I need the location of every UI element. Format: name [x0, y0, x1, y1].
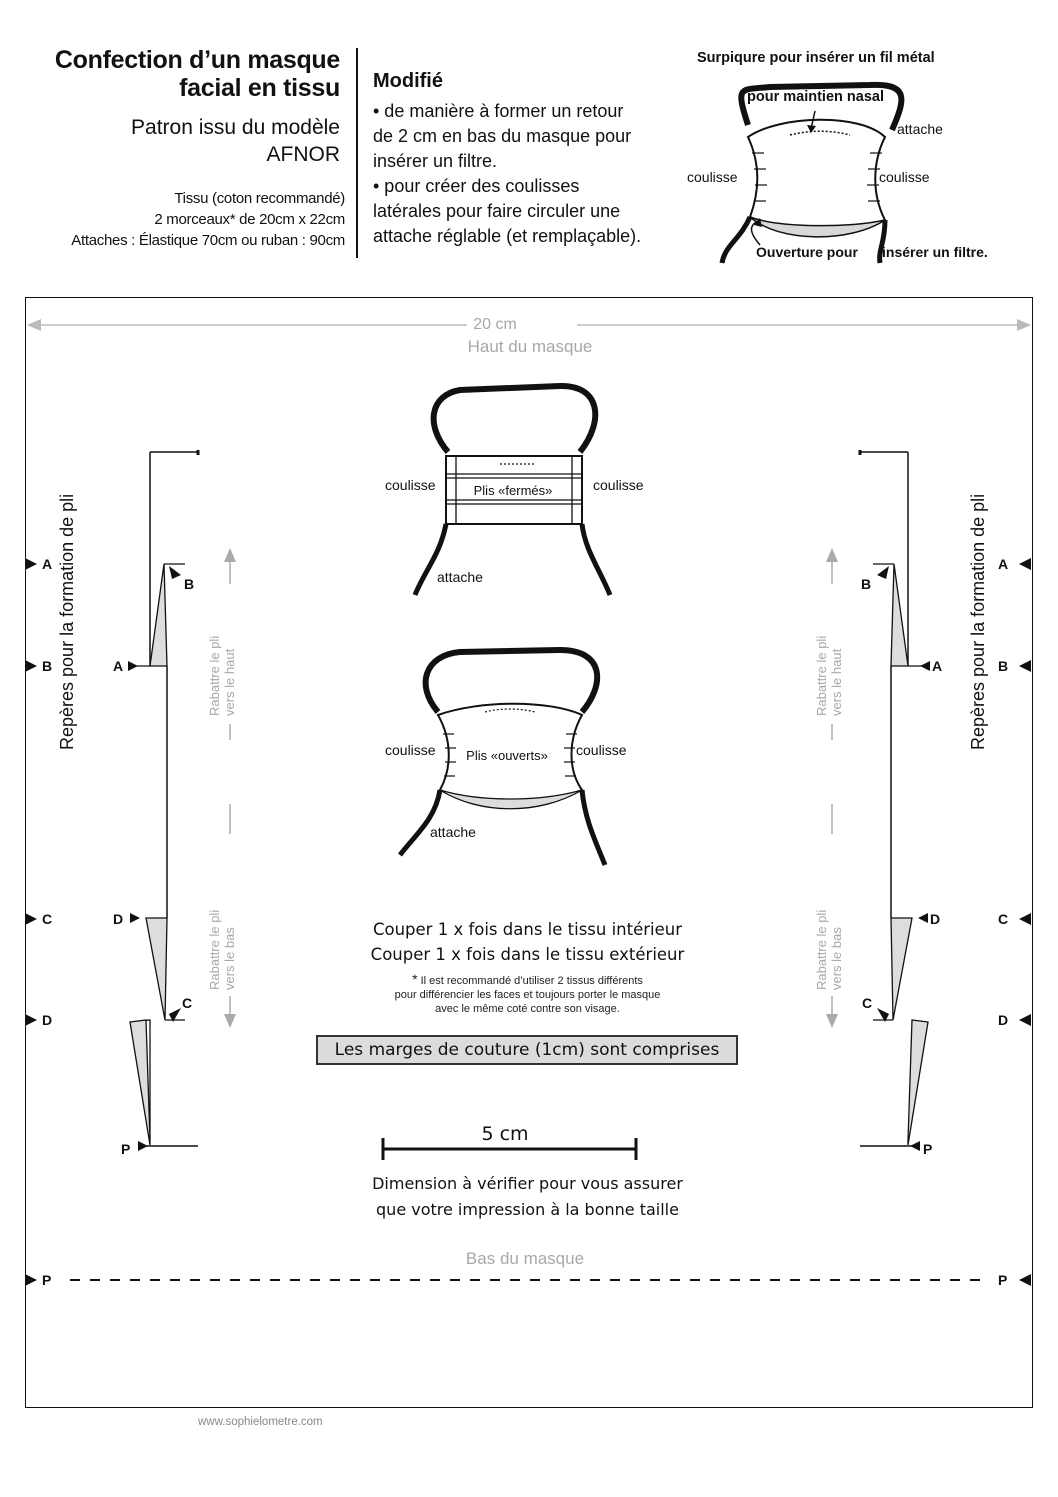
pleat-mark-a-left: A: [113, 658, 124, 674]
closed-attache-label: attache: [437, 569, 483, 585]
fold-up-text-right: [814, 606, 844, 716]
cut-instructions: [300, 917, 755, 967]
modified-line: • pour créer des coulisses: [373, 176, 580, 196]
note-line-1-text: Il est recommandé d’utiliser 2 tissus différents: [420, 975, 643, 987]
website-footer: www.sophielometre.com: [198, 1416, 323, 1428]
left-tie: [722, 217, 750, 263]
modified-line: insérer un filtre.: [373, 151, 498, 171]
modified-mask-diagram: [680, 45, 1050, 275]
info-fabric: Tissu (coton recommandé): [174, 190, 345, 207]
pleat-mark-p-left: P: [121, 1141, 131, 1157]
seam-allowance-banner: Les marges de couture (1cm) sont comprises: [316, 1035, 738, 1065]
fold-up-text-left: [207, 606, 237, 716]
modified-text: [373, 99, 673, 249]
fold-down-line-1: Rabattre le pli: [207, 909, 222, 990]
note-line-2: pour différencier les faces et toujours porter le masque: [394, 989, 661, 1001]
pleat-diagram-right: [848, 440, 948, 1160]
scale-label: 5 cm: [481, 1123, 529, 1145]
subtitle-line-2: AFNOR: [266, 143, 340, 166]
attache-label: attache: [897, 121, 943, 137]
cut-inner: Couper 1 x fois dans le tissu intérieur: [372, 920, 683, 939]
size-check-line-2: que votre impression à la bonne taille: [376, 1200, 679, 1219]
fold-down-text-right: [814, 880, 844, 990]
pleat-marks-label-left: Repères pour la formation de pli: [57, 493, 77, 750]
pleat-mark-c-right: C: [862, 995, 873, 1011]
edge-mark-c-left: C: [42, 911, 53, 927]
wire-stitch-title: Surpiqure pour insérer un fil métal: [697, 50, 935, 66]
edge-mark-d-right: D: [998, 1012, 1009, 1028]
pleat-mark-b-left: B: [184, 576, 195, 592]
size-check-text: [300, 1171, 755, 1223]
cut-outer: Couper 1 x fois dans le tissu extérieur: [370, 945, 685, 964]
pleat-diagram-left: [110, 440, 210, 1160]
edge-mark-a-right: A: [998, 556, 1009, 572]
pleat-marks-label-right: Repères pour la formation de pli: [968, 493, 988, 750]
pleat-mark-c-left: C: [182, 995, 193, 1011]
fabric-note: [330, 972, 725, 1016]
pleat-mark-d-left: D: [113, 911, 124, 927]
title-line-1: Confection d’un masque: [54, 46, 340, 74]
opening-label: Ouverture pour: [756, 244, 858, 260]
modified-line: de 2 cm en bas du masque pour: [373, 126, 632, 146]
closed-pleats-label: Plis «fermés»: [473, 483, 553, 498]
pleat-mark-b-right: B: [861, 576, 872, 592]
coulisse-label-left: coulisse: [687, 169, 738, 185]
nasal-label: pour maintien nasal: [747, 89, 884, 105]
closed-coulisse-left: coulisse: [385, 477, 436, 493]
fold-up-line-2: vers le haut: [829, 648, 844, 716]
edge-mark-b-left: B: [42, 658, 53, 674]
note-line-1: [330, 972, 725, 988]
subtitle-line-1: Patron issu du modèle: [131, 116, 340, 139]
header-divider: [356, 48, 358, 258]
mask-body: [748, 120, 885, 230]
edge-mark-c-right: C: [998, 911, 1009, 927]
info-pieces: 2 morceaux* de 20cm x 22cm: [154, 211, 345, 228]
info-ties: Attaches : Élastique 70cm ou ruban : 90cm: [71, 232, 345, 249]
fold-down-line-2: vers le bas: [829, 927, 844, 990]
fold-down-line-1: Rabattre le pli: [814, 909, 829, 990]
title-line-2: facial en tissu: [179, 74, 340, 102]
edge-mark-p-left: P: [42, 1272, 52, 1288]
open-pleats-label: Plis «ouverts»: [466, 748, 548, 763]
closed-coulisse-right: coulisse: [593, 477, 644, 493]
subtitle: [10, 114, 340, 168]
pleat-mark-p-right: P: [923, 1141, 933, 1157]
pleat-mark-d-right: D: [930, 911, 941, 927]
modified-line: latérales pour faire circuler une: [373, 201, 621, 221]
open-coulisse-left: coulisse: [385, 742, 436, 758]
edge-mark-b-right: B: [998, 658, 1009, 674]
fabric-info: [5, 188, 345, 251]
top-of-mask-label: Haut du masque: [467, 337, 593, 356]
fold-down-text-left: [207, 880, 237, 990]
width-label: 20 cm: [473, 316, 517, 333]
bottom-fold-line: [70, 1272, 990, 1288]
open-coulisse-right: coulisse: [576, 742, 627, 758]
open-attache-label: attache: [430, 824, 476, 840]
fold-up-line-2: vers le haut: [222, 648, 237, 716]
pleat-mark-a-right: A: [932, 658, 943, 674]
coulisse-label-right: coulisse: [879, 169, 930, 185]
note-line-3: avec le même coté contre son visage.: [435, 1003, 620, 1015]
modified-line: • de manière à former un retour: [373, 101, 624, 121]
edge-markers-right: [1013, 550, 1033, 1290]
fold-down-line-2: vers le bas: [222, 927, 237, 990]
edge-mark-a-left: A: [42, 556, 53, 572]
filter-label: insérer un filtre.: [882, 244, 988, 260]
edge-mark-p-right: P: [998, 1272, 1008, 1288]
scale-bar: [380, 1137, 642, 1161]
edge-mark-d-left: D: [42, 1012, 53, 1028]
modified-line: attache réglable (et remplaçable).: [373, 226, 642, 246]
fold-up-line-1: Rabattre le pli: [814, 635, 829, 716]
bottom-of-mask-label: Bas du masque: [465, 1249, 585, 1268]
modified-heading: Modifié: [373, 70, 443, 92]
page-title: [10, 46, 340, 102]
fold-up-line-1: Rabattre le pli: [207, 635, 222, 716]
note-star: *: [412, 971, 418, 987]
size-check-line-1: Dimension à vérifier pour vous assurer: [372, 1174, 683, 1193]
